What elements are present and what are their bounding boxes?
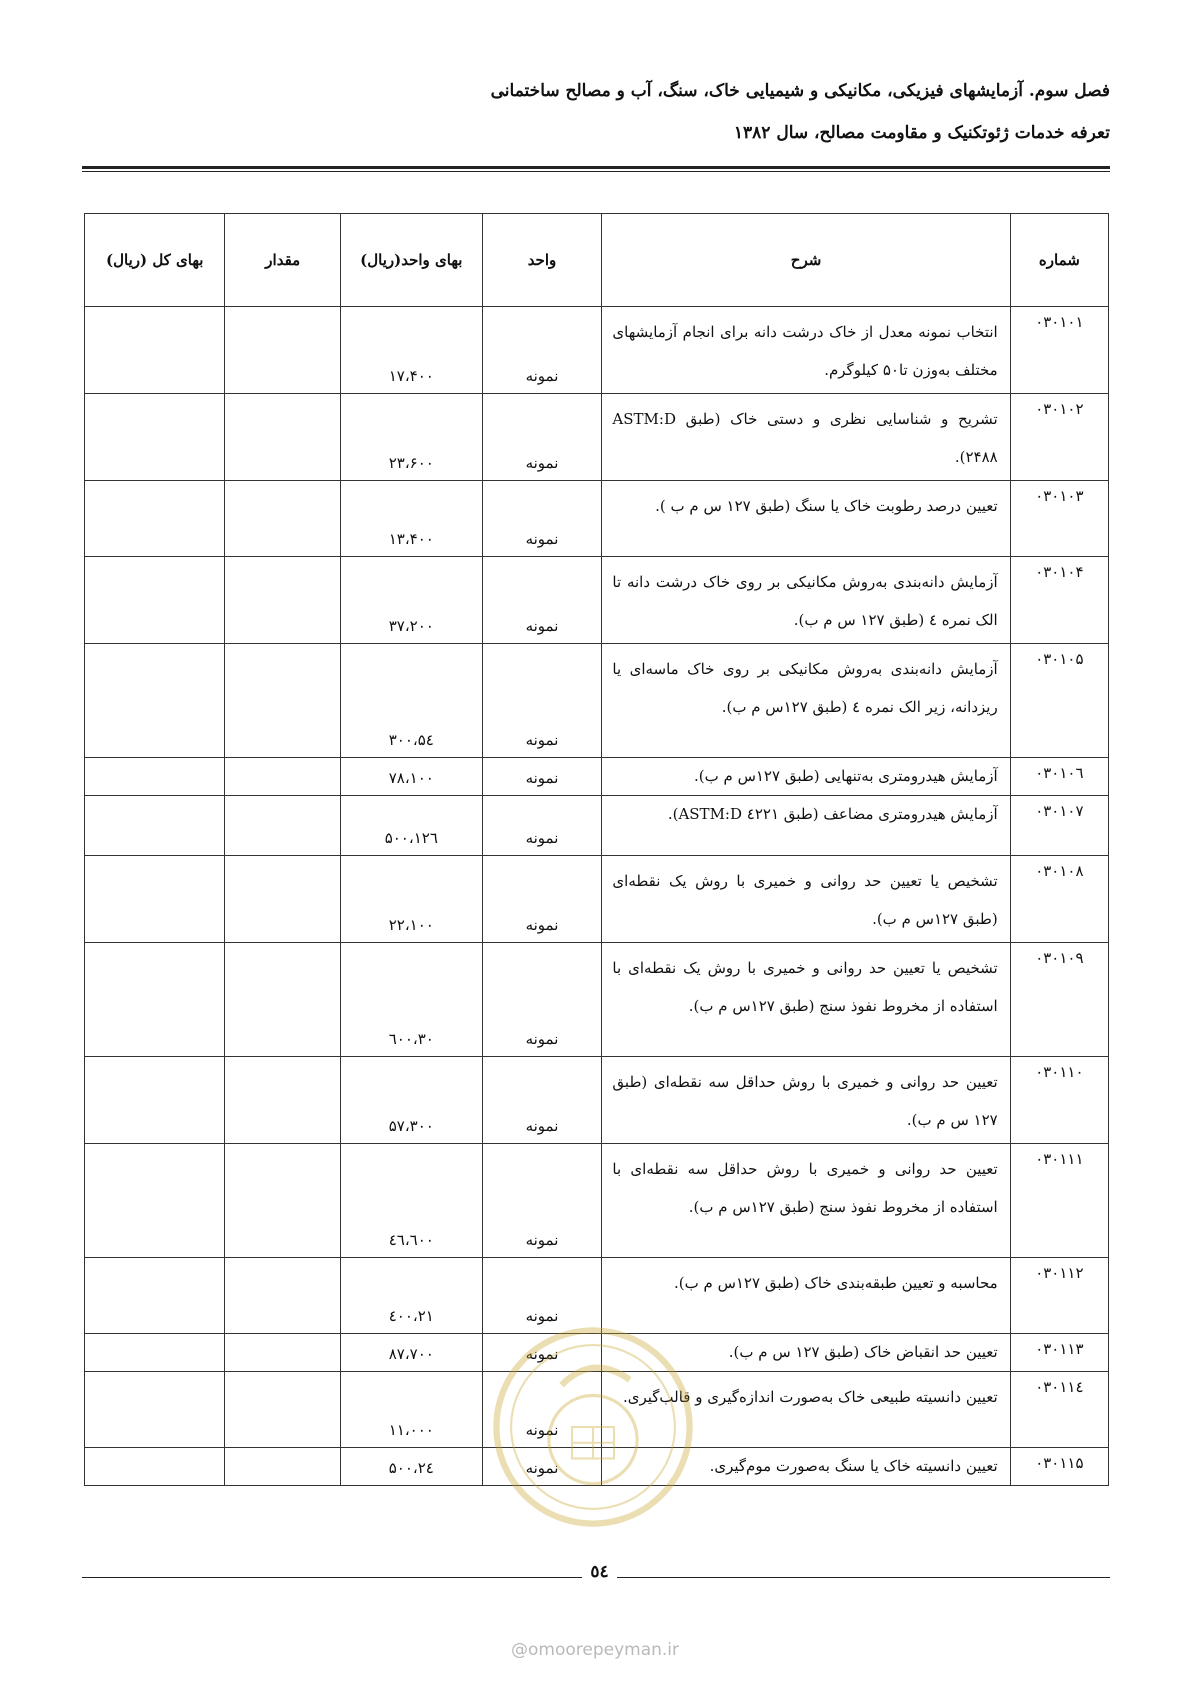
- row-unit-price: ۱۱،۰۰۰: [341, 1372, 483, 1448]
- row-quantity: [225, 557, 341, 644]
- row-unit-price: ۸۷،۷۰۰: [341, 1334, 483, 1372]
- row-quantity: [225, 1448, 341, 1486]
- row-unit: نمونه: [482, 1144, 602, 1258]
- table-row: [85, 394, 1109, 481]
- row-unit-price: ۲۱،٤۰۰: [341, 1258, 483, 1334]
- page-header: [80, 78, 1110, 146]
- col-header-description: شرح: [602, 214, 1010, 307]
- row-unit-price: ۲۳،۶۰۰: [341, 394, 483, 481]
- row-description: تشخیص یا تعیین حد روانی و خمیری با روش یک نقطه‌ای با استفاده از مخروط نفوذ سنج (طبق ۱۲۷س م ب).: [602, 943, 1010, 1057]
- table-row: [85, 644, 1109, 758]
- row-number: ۰۳۰۱۰۱: [1010, 307, 1108, 394]
- row-quantity: [225, 1057, 341, 1144]
- row-total-price: [85, 943, 225, 1057]
- row-total-price: [85, 1448, 225, 1486]
- row-description: آزمایش دانه‌بندی به‌روش مکانیکی بر روی خاک درشت دانه تا الک نمره ٤ (طبق ۱۲۷ س م ب).: [602, 557, 1010, 644]
- table-row: [85, 758, 1109, 796]
- row-unit-price: ٤٦،٦۰۰: [341, 1144, 483, 1258]
- tariff-table: [84, 213, 1109, 1486]
- table-row: [85, 307, 1109, 394]
- row-unit: نمونه: [482, 644, 602, 758]
- chapter-title: فصل سوم. آزمایشهای فیزیکی، مکانیکی و شیمیایی خاک، سنگ، آب و مصالح ساختمانی: [490, 81, 1110, 101]
- row-unit: نمونه: [482, 796, 602, 856]
- row-unit-price: ۵٤،۳۰۰: [341, 644, 483, 758]
- row-quantity: [225, 1144, 341, 1258]
- row-number: ۰۳۰۱۱٤: [1010, 1372, 1108, 1448]
- row-quantity: [225, 644, 341, 758]
- row-total-price: [85, 481, 225, 557]
- row-quantity: [225, 758, 341, 796]
- row-number: ۰۳۰۱۱۲: [1010, 1258, 1108, 1334]
- table-row: [85, 1057, 1109, 1144]
- col-header-quantity: مقدار: [225, 214, 341, 307]
- table-row: [85, 1144, 1109, 1258]
- row-quantity: [225, 1334, 341, 1372]
- row-total-price: [85, 644, 225, 758]
- row-unit: نمونه: [482, 758, 602, 796]
- col-header-unit: واحد: [482, 214, 602, 307]
- row-quantity: [225, 1372, 341, 1448]
- row-total-price: [85, 1372, 225, 1448]
- row-unit-price: ۱۲٦،۵۰۰: [341, 796, 483, 856]
- row-unit-price: ۱۷،۴۰۰: [341, 307, 483, 394]
- row-total-price: [85, 1144, 225, 1258]
- row-quantity: [225, 481, 341, 557]
- col-header-unit-price: بهای واحد(ریال): [341, 214, 483, 307]
- row-description: محاسبه و تعیین طبقه‌بندی خاک (طبق ۱۲۷س م ب).: [602, 1258, 1010, 1334]
- row-number: ۰۳۰۱۰۳: [1010, 481, 1108, 557]
- row-number: ۰۳۰۱۰۹: [1010, 943, 1108, 1057]
- row-description: آزمایش هیدرومتری به‌تنهایی (طبق ۱۲۷س م ب).: [602, 758, 1010, 796]
- row-unit: نمونه: [482, 307, 602, 394]
- row-description: انتخاب نمونه معدل از خاک درشت دانه برای انجام آزمایشهای مختلف به‌وزن تا۵۰ کیلوگرم.: [602, 307, 1010, 394]
- row-unit: نمونه: [482, 557, 602, 644]
- watermark-text: @omoorepeyman.ir: [510, 1640, 680, 1660]
- row-unit: نمونه: [482, 1372, 602, 1448]
- row-number: ۰۳۰۱۰۵: [1010, 644, 1108, 758]
- row-unit-price: ۱۳،۴۰۰: [341, 481, 483, 557]
- row-total-price: [85, 394, 225, 481]
- row-unit: نمونه: [482, 481, 602, 557]
- page-number: ٥٤: [590, 1562, 609, 1582]
- row-total-price: [85, 796, 225, 856]
- row-unit: نمونه: [482, 1334, 602, 1372]
- row-unit: نمونه: [482, 856, 602, 943]
- row-description: تعیین حد انقباض خاک (طبق ۱۲۷ س م ب).: [602, 1334, 1010, 1372]
- row-unit-price: ۷۸،۱۰۰: [341, 758, 483, 796]
- row-unit-price: ۳۰،٦۰۰: [341, 943, 483, 1057]
- row-total-price: [85, 856, 225, 943]
- row-unit: نمونه: [482, 1057, 602, 1144]
- footer-rule-right: [617, 1577, 1110, 1578]
- row-description: تعیین دانسیته طبیعی خاک به‌صورت اندازه‌گیری و قالب‌گیری.: [602, 1372, 1010, 1448]
- watermark-seal-logo: [488, 1322, 698, 1532]
- row-quantity: [225, 1258, 341, 1334]
- row-quantity: [225, 307, 341, 394]
- header-rule-thin: [82, 171, 1110, 172]
- row-unit-price: ۲٤،۵۰۰: [341, 1448, 483, 1486]
- row-number: ۰۳۰۱۰۷: [1010, 796, 1108, 856]
- table-row: [85, 943, 1109, 1057]
- row-description: آزمایش هیدرومتری مضاعف (طبق ٤۲۲۱ ASTM:D).: [602, 796, 1010, 856]
- row-quantity: [225, 943, 341, 1057]
- row-description: تعیین درصد رطوبت خاک یا سنگ (طبق ۱۲۷ س م ب ).: [602, 481, 1010, 557]
- row-number: ۰۳۰۱۰٦: [1010, 758, 1108, 796]
- row-total-price: [85, 1057, 225, 1144]
- row-description: تعیین دانسیته خاک یا سنگ به‌صورت موم‌گیری.: [602, 1448, 1010, 1486]
- row-description: تعیین حد روانی و خمیری با روش حداقل سه نقطه‌ای با استفاده از مخروط نفوذ سنج (طبق ۱۲۷س م ب).: [602, 1144, 1010, 1258]
- table-header-row: [85, 214, 1109, 307]
- row-total-price: [85, 758, 225, 796]
- table-row: [85, 481, 1109, 557]
- row-number: ۰۳۰۱۰۸: [1010, 856, 1108, 943]
- header-rule: [82, 166, 1110, 169]
- footer-rule-left: [82, 1577, 582, 1578]
- row-unit-price: ۲۲،۱۰۰: [341, 856, 483, 943]
- row-number: ۰۳۰۱۱۵: [1010, 1448, 1108, 1486]
- row-description: تشریح و شناسایی نظری و دستی خاک (طبق ASTM:D ۲۴۸۸).: [602, 394, 1010, 481]
- row-unit-price: ۳۷،۲۰۰: [341, 557, 483, 644]
- row-description: تعیین حد روانی و خمیری با روش حداقل سه نقطه‌ای (طبق ۱۲۷ س م ب).: [602, 1057, 1010, 1144]
- table-row: [85, 796, 1109, 856]
- row-unit: نمونه: [482, 943, 602, 1057]
- table-row: [85, 557, 1109, 644]
- row-number: ۰۳۰۱۱۰: [1010, 1057, 1108, 1144]
- row-quantity: [225, 796, 341, 856]
- row-description: آزمایش دانه‌بندی به‌روش مکانیکی بر روی خاک ماسه‌ای یا ریزدانه، زیر الک نمره ٤ (طبق ۱۲۷س م ب).: [602, 644, 1010, 758]
- row-unit: نمونه: [482, 1448, 602, 1486]
- row-unit-price: ۵۷،۳۰۰: [341, 1057, 483, 1144]
- row-number: ۰۳۰۱۰۲: [1010, 394, 1108, 481]
- row-number: ۰۳۰۱۱۳: [1010, 1334, 1108, 1372]
- row-unit: نمونه: [482, 1258, 602, 1334]
- row-unit: نمونه: [482, 394, 602, 481]
- row-quantity: [225, 856, 341, 943]
- row-number: ۰۳۰۱۱۱: [1010, 1144, 1108, 1258]
- row-quantity: [225, 394, 341, 481]
- row-number: ۰۳۰۱۰۴: [1010, 557, 1108, 644]
- row-total-price: [85, 1258, 225, 1334]
- row-total-price: [85, 1334, 225, 1372]
- row-total-price: [85, 307, 225, 394]
- col-header-total-price: بهای کل (ریال): [85, 214, 225, 307]
- row-total-price: [85, 557, 225, 644]
- table-row: [85, 856, 1109, 943]
- document-title: تعرفه خدمات ژئوتکنیک و مقاومت مصالح، سال ۱۳۸۲: [733, 123, 1110, 143]
- col-header-number: شماره: [1010, 214, 1108, 307]
- row-description: تشخیص یا تعیین حد روانی و خمیری با روش یک نقطه‌ای (طبق ۱۲۷س م ب).: [602, 856, 1010, 943]
